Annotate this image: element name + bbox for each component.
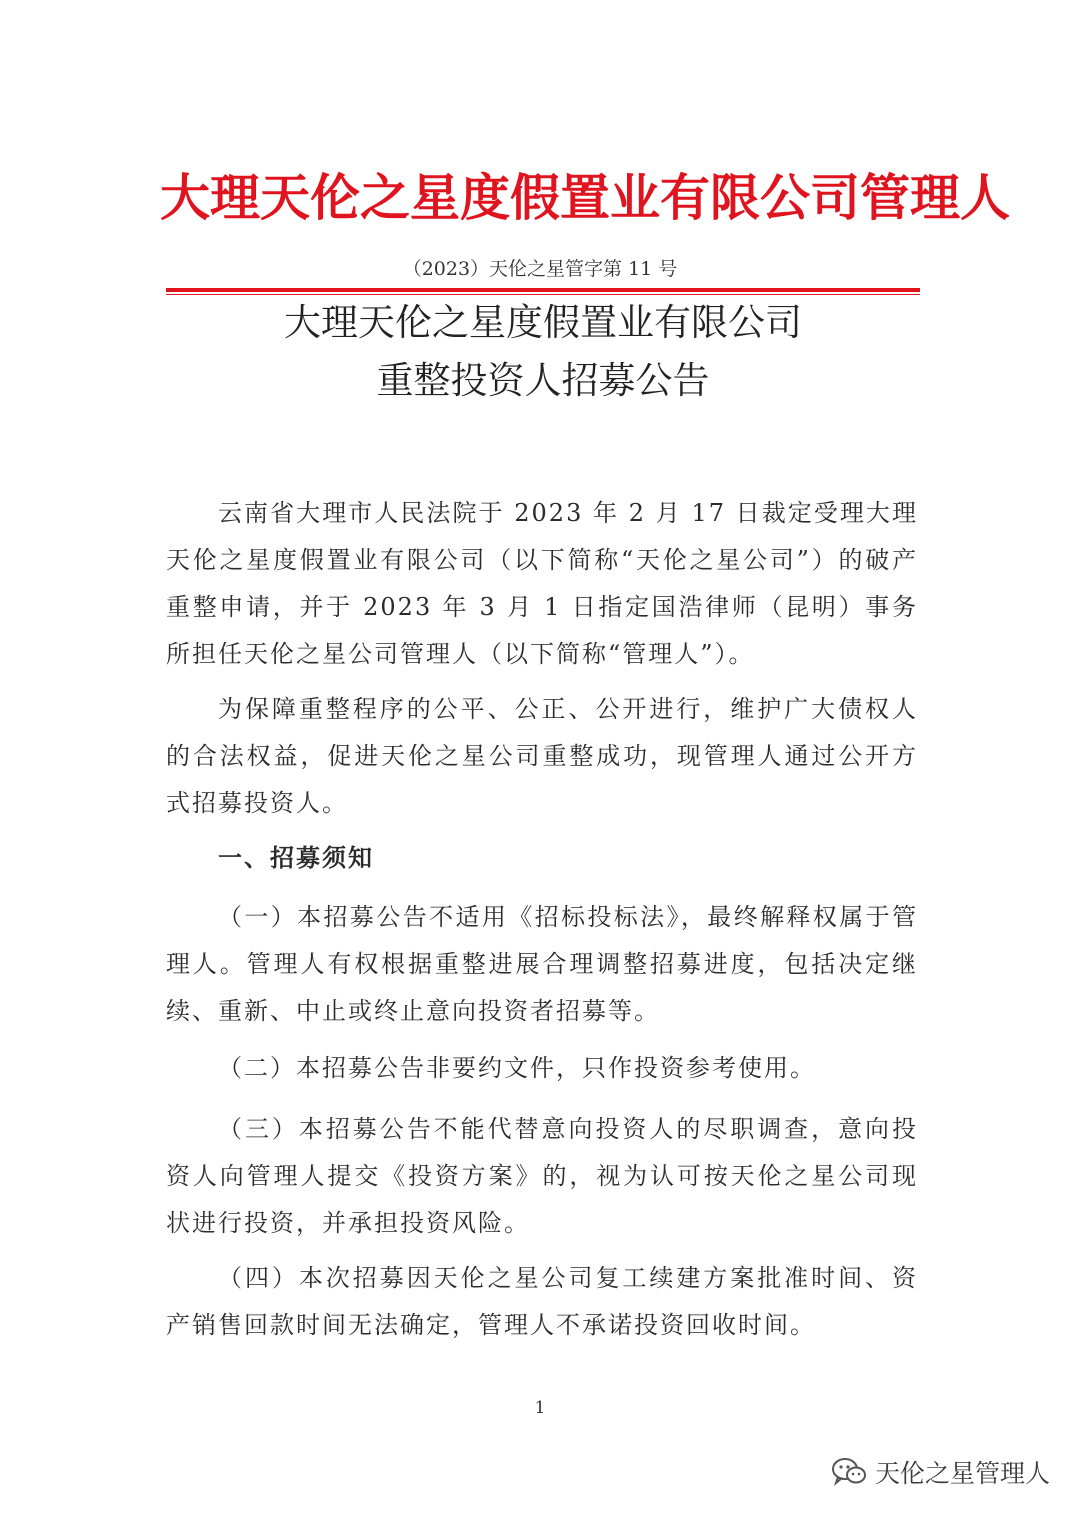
list-item-4: （四）本次招募因天伦之星公司复工续建方案批准时间、资产销售回款时间无法确定，管理人不承诺投资回收时间。 <box>166 1264 918 1339</box>
document-number: （2023）天伦之星管字第 11 号 <box>402 258 678 280</box>
wechat-icon <box>831 1457 867 1487</box>
issuer-masthead: 大理天伦之星度假置业有限公司管理人 <box>160 169 1010 227</box>
list-item-2: （二）本招募公告非要约文件，只作投资参考使用。 <box>218 1054 816 1082</box>
section-heading: 一、招募须知 <box>218 843 374 872</box>
paragraph-intro: 云南省大理市人民法院于 2023 年 2 月 17 日裁定受理大理天伦之星度假置业有限公司（以下简称“天伦之星公司”）的破产重整申请，并于 2023 年 3 月 1 日指定国浩律师（昆明）事务所担任天伦之星公司管理人（以下简称“管理人”）。 <box>166 499 918 668</box>
red-divider-thin <box>166 294 920 295</box>
watermark-text: 天伦之星管理人 <box>874 1459 1050 1488</box>
document-title-line2: 重整投资人招募公告 <box>376 359 710 402</box>
watermark <box>831 1452 1050 1492</box>
paragraph-purpose: 为保障重整程序的公平、公正、公开进行，维护广大债权人的合法权益，促进天伦之星公司重整成功，现管理人通过公开方式招募投资人。 <box>166 695 918 817</box>
page-number: 1 <box>534 1398 546 1418</box>
list-item-1: （一）本招募公告不适用《招标投标法》，最终解释权属于管理人。管理人有权根据重整进展合理调整招募进度，包括决定继续、重新、中止或终止意向投资者招募等。 <box>166 903 918 1025</box>
list-item-3: （三）本招募公告不能代替意向投资人的尽职调查，意向投资人向管理人提交《投资方案》的，视为认可按天伦之星公司现状进行投资，并承担投资风险。 <box>166 1115 918 1237</box>
document-title-line1: 大理天伦之星度假置业有限公司 <box>284 301 802 344</box>
red-divider-thick <box>166 288 920 292</box>
